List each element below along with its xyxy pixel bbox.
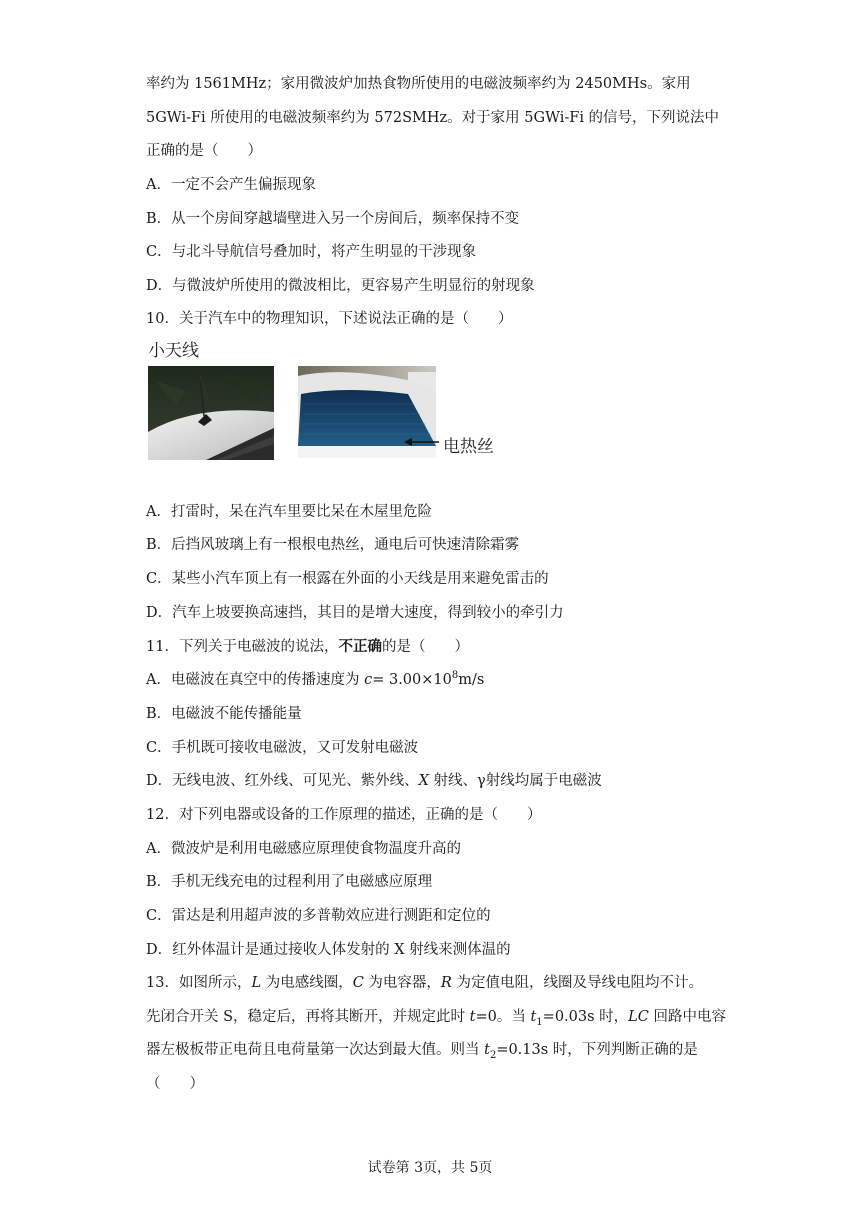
q12-option-a: A．微波炉是利用电磁感应原理使食物温度升高的 (146, 841, 461, 857)
q11-stem-suffix: 的是（ ） (381, 639, 469, 655)
q12-option-b: B．手机无线充电的过程利用了电磁感应原理 (146, 874, 433, 890)
q11-d-var: X (418, 773, 429, 789)
heating-wire-label: 电热丝 (443, 437, 494, 457)
q10-figure (146, 336, 516, 462)
q10-option-c: C．某些小汽车顶上有一根露在外面的小天线是用来避免雷击的 (146, 571, 549, 587)
q13-l1-c: 为电容器， (363, 975, 441, 991)
q13-var-lc: LC (628, 1009, 649, 1025)
q13-l2-d: 回路中电容 (648, 1009, 727, 1025)
q9-option-a: A．一定不会产生偏振现象 (146, 177, 316, 193)
q13-text-line-2 (146, 1007, 726, 1027)
q13-l2-a: 先闭合开关 S，稳定后，再将其断开，并规定此时 (146, 1009, 470, 1025)
q10-option-a: A．打雷时，呆在汽车里要比呆在木屋里危险 (146, 504, 432, 520)
q13-var-t2: t (484, 1042, 490, 1058)
antenna-photo (148, 366, 274, 460)
q9-text-line-1: 率约为 1561MHz；家用微波炉加热食物所使用的电磁波频率约为 2450MHs。家用 (146, 76, 691, 92)
q10-option-b: B．后挡风玻璃上有一根根电热丝，通电后可快速清除霜雾 (146, 537, 520, 553)
q11-d-prefix: D．无线电波、红外线、可见光、紫外线、 (146, 773, 419, 789)
q11-a-unit: m/s (458, 672, 485, 688)
q9-text-line-2: 5GWi-Fi 所使用的电磁波频率约为 572SMHz。对于家用 5GWi-Fi 的信号，下列说法中 (146, 110, 720, 126)
q13-l1-b: 为电感线圈， (261, 975, 353, 991)
q13-var-t1: t (530, 1009, 537, 1025)
page-footer: 试卷第 3页，共 5页 (367, 1160, 493, 1176)
q13-l1-d: 为定值电阻，线圈及导线电阻均不计。 (451, 975, 703, 991)
q10-option-d: D．汽车上坡要换高速挡，其目的是增大速度，得到较小的牵引力 (146, 605, 564, 621)
q12-option-c: C．雷达是利用超声波的多普勒效应进行测距和定位的 (146, 908, 491, 924)
q13-var-c: C (352, 975, 364, 991)
q13-var-r: R (440, 975, 452, 991)
q11-a-exp: 8 (451, 670, 459, 682)
q13-var-l: L (251, 975, 262, 991)
q9-option-d: D．与微波炉所使用的微波相比，更容易产生明显衍的射现象 (146, 278, 535, 294)
q12-stem: 12．对下列电器或设备的工作原理的描述，正确的是（ ） (146, 807, 542, 823)
q11-a-eq: = 3.00×10 (372, 672, 452, 688)
q11-d-suffix: 射线、γ射线均属于电磁波 (428, 773, 602, 789)
q13-text-line-3 (146, 1040, 698, 1060)
q11-option-d (146, 771, 602, 791)
q11-a-prefix: A．电磁波在真空中的传播速度为 (146, 672, 365, 688)
q11-stem (146, 637, 469, 657)
q11-option-b: B．电磁波不能传播能量 (146, 706, 302, 722)
antenna-label: 小天线 (148, 341, 199, 361)
q13-l2-c: =0.03s 时， (542, 1009, 629, 1025)
q9-text-line-3: 正确的是（ ） (146, 143, 262, 159)
q11-stem-emphasis: 不正确 (338, 638, 382, 655)
q9-option-c: C．与北斗导航信号叠加时，将产生明显的干涉现象 (146, 244, 477, 260)
q10-stem: 10．关于汽车中的物理知识，下述说法正确的是（ ） (146, 311, 513, 327)
rear-window-photo (298, 366, 439, 458)
q12-option-d: D．红外体温计是通过接收人体发射的 X 射线来测体温的 (146, 942, 511, 958)
q13-l1-a: 13．如图所示， (146, 975, 252, 991)
q13-l2-b: =0。当 (475, 1009, 531, 1025)
q11-stem-prefix: 11．下列关于电磁波的说法， (146, 639, 339, 655)
q11-option-c: C．手机既可接收电磁波，又可发射电磁波 (146, 740, 419, 756)
q9-option-b: B．从一个房间穿越墙壁进入另一个房间后，频率保持不变 (146, 211, 520, 227)
q13-var-t: t (469, 1009, 476, 1025)
q13-l3-b: =0.13s 时，下列判断正确的是 (496, 1042, 698, 1058)
q13-t2-sub: 2 (489, 1049, 497, 1061)
q13-text-line-1 (146, 973, 703, 993)
q11-a-var: c (364, 672, 373, 688)
q13-l3-a: 器左极板带正电荷且电荷量第一次达到最大值。则当 (146, 1042, 485, 1058)
q13-text-line-4: （ ） (146, 1076, 204, 1092)
q11-option-a (146, 670, 484, 690)
q13-t1-sub: 1 (536, 1016, 543, 1028)
